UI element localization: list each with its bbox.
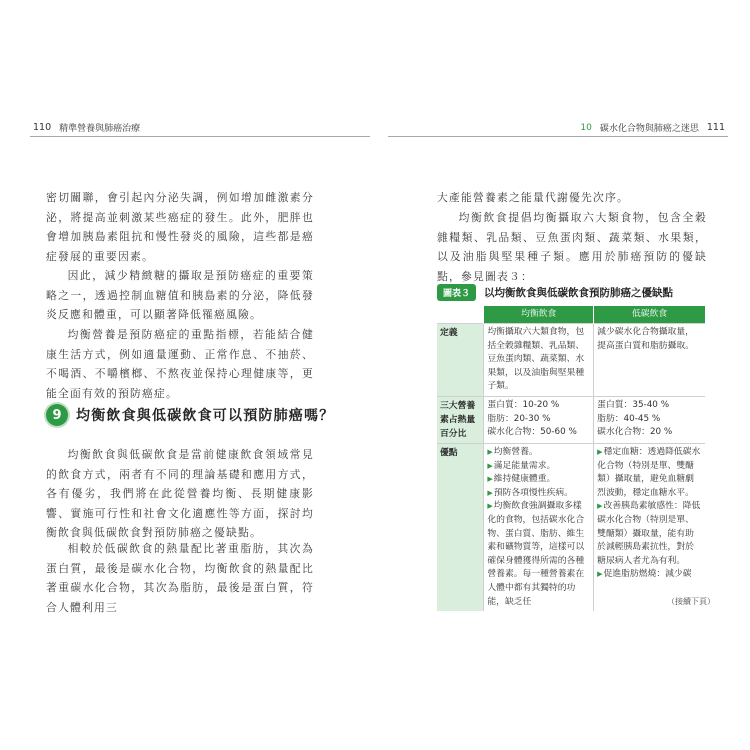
- table-corner-cell: [437, 306, 484, 324]
- chapter-number: 10: [580, 122, 592, 133]
- column-header-balanced: 均衡飲食: [484, 306, 594, 324]
- section-title: 均衡飲食與低碳飲食可以預防肺癌嗎？: [76, 408, 335, 424]
- right-paragraph-2: 均衡飲食提倡均衡攝取六大類食物，包含全穀雜糧類、乳品類、豆魚蛋肉類、蔬菜類、水果類，以及油脂與堅果種子類。應用於肺癌預防的優缺點，參見圖表３：: [437, 211, 707, 283]
- table-badge: 圖表３: [437, 284, 476, 301]
- section-heading: [46, 404, 334, 426]
- table-row: [437, 396, 705, 443]
- ratio-protein: 蛋白質：10-20 %: [487, 399, 560, 410]
- cell-definition-lowcarb: 減少碳水化合物攝取量，提高蛋白質和脂肪攝取。: [594, 324, 705, 397]
- cell-ratio-lowcarb: [594, 396, 705, 443]
- right-running-title: 碳水化合物與肺癌之迷思: [599, 124, 699, 134]
- bullet-item: ▶ 維持健康體重。: [487, 473, 590, 487]
- left-running-title: 精準營養與肺癌治療: [59, 124, 141, 134]
- bullet-item: ▶ 改善胰島素敏感性：降低碳水化合物（特別是單、雙醣類）攝取量，能有助於減輕胰島素抗性，對於糖尿病人者尤為有利。: [597, 500, 702, 568]
- section-number-badge: 9: [46, 404, 68, 426]
- right-header-rule: [388, 136, 728, 137]
- bullet-item: ▶ 均衡飲食強調攝取多樣化的食物，包括碳水化合物、蛋白質、脂肪、維生素和礦物質等，這樣可以確保身體獲得所需的各種營養素。每一種營養素在人體中都有其獨特的功能，缺乏任: [487, 500, 590, 609]
- column-header-lowcarb: 低碳飲食: [594, 306, 705, 324]
- cell-definition-balanced: 均衡攝取六大類食物，包括全穀雜糧類、乳品類、豆魚蛋肉類、蔬菜類、水果類，以及油脂與堅果種子類。: [484, 324, 594, 397]
- left-paragraph-4: 均衡飲食與低碳飲食是當前健康飲食領域常見的飲食方式，兩者有不同的理論基礎和應用方式，各有優劣，我們將在此從營養均衡、長期健康影響、實施可行性和社會文化適應性等方面，探討均衡飲食與低碳飲食對預防肺癌之優缺點。: [46, 448, 314, 539]
- bullet-item: ▶ 滿足能量需求。: [487, 460, 590, 474]
- ratio-fat: 脂肪：40-45 %: [597, 413, 661, 424]
- right-page-header: [580, 121, 725, 134]
- ratio-carb: 碳水化合物：50-60 %: [487, 427, 577, 438]
- row-header-definition: 定義: [437, 324, 484, 397]
- right-paragraph-1: 大產能營養素之能量代謝優先次序。: [437, 191, 629, 204]
- continue-note: （接續下頁）: [667, 597, 715, 606]
- table-heading: [437, 284, 673, 301]
- cell-ratio-balanced: [484, 396, 594, 443]
- left-page-header: [33, 121, 140, 134]
- table-row: [437, 324, 705, 397]
- ratio-fat: 脂肪：20-30 %: [487, 413, 551, 424]
- cell-advantages-lowcarb: [594, 443, 705, 611]
- left-paragraph-5: 相較於低碳飲食的熱量配比著重脂肪，其次為蛋白質，最後是碳水化合物，均衡飲食的熱量配比著重碳水化合物，其次為脂肪，最後是蛋白質，符合人體利用三: [46, 542, 314, 614]
- left-paragraph-3: 均衡營養是預防癌症的重點指標，若能結合健康生活方式，例如適量運動、正常作息、不抽菸、不喝酒、不嚼檳榔、不熬夜並保持心理健康等，更能全面有效的預防癌症。: [46, 328, 314, 400]
- bullet-item: ▶ 穩定血糖：透過降低碳水化合物（特別是單、雙醣類）攝取量，避免血糖劇烈波動，穩定血糖水平。: [597, 446, 702, 500]
- ratio-carb: 碳水化合物：20 %: [597, 427, 673, 438]
- left-paragraph-2: 因此，減少精緻糖的攝取是預防癌症的重要策略之一，透過控制血糖值和胰島素的分泌，降低發炎反應和體重，可以顯著降低罹癌風險。: [46, 269, 314, 321]
- table-caption: 以均衡飲食與低碳飲食預防肺癌之優缺點: [484, 287, 674, 299]
- left-paragraph-1: 密切關聯，會引起內分泌失調，例如增加雌激素分泌，將提高並刺激某些癌症的發生。此外，肥胖也會增加胰島素阻抗和慢性發炎的風險，這些都是癌症發展的重要因素。: [46, 191, 314, 263]
- left-page-number: 110: [33, 122, 52, 133]
- ratio-protein: 蛋白質：35-40 %: [597, 399, 670, 410]
- row-header-advantages: 優點: [437, 443, 484, 611]
- bullet-item: ▶ 均衡營養。: [487, 446, 590, 460]
- row-header-macro-ratio: 三大營養素占熱量百分比: [437, 396, 484, 443]
- table-row: [437, 443, 705, 611]
- cell-advantages-balanced: [484, 443, 594, 611]
- right-page-number: 111: [706, 122, 725, 133]
- left-header-rule: [30, 136, 370, 137]
- bullet-item: ▶ 預防各項慢性疾病。: [487, 487, 590, 501]
- bullet-item: ▶ 促進脂肪燃燒：減少碳: [597, 568, 702, 582]
- table-header-row: [437, 306, 705, 324]
